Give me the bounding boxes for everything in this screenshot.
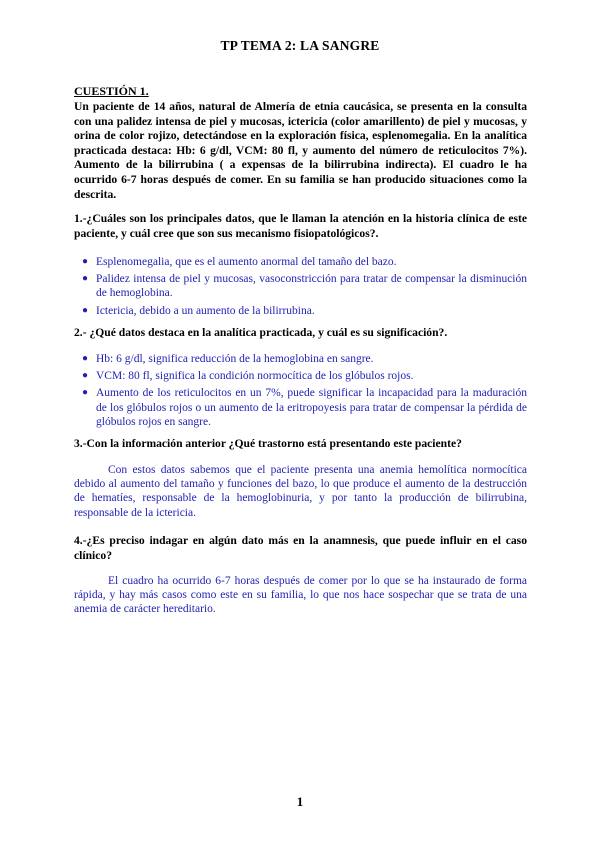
- question-4: 4.-¿Es preciso indagar en algún dato más en la anamnesis, que puede influir en el caso clínico?: [74, 534, 527, 562]
- answer-2: [74, 352, 527, 432]
- bullet-icon: ●: [82, 353, 89, 364]
- answer-text: Esplenomegalia, que es el aumento anormal del tamaño del bazo.: [96, 256, 397, 268]
- answer-text: Aumento de los reticulocitos en un 7%, puede significar la incapacidad para la maduración de los glóbulos rojos o un aumento de la eritropoyesis para tratar de compensar la pérdida de glóbulos rojos en sangre.: [96, 387, 527, 428]
- answer-4: El cuadro ha ocurrido 6-7 horas después de comer por lo que se ha instaurado de forma rápida, y hay más casos como este en su familia, lo que nos hace sospechar que se trata de una anemia de carácter hereditario.: [74, 575, 527, 616]
- answer-text: Palidez intensa de piel y mucosas, vasoconstricción para tratar de compensar la disminución de hemoglobina.: [96, 273, 527, 300]
- answer-1: [74, 255, 527, 321]
- list-item: [74, 386, 527, 429]
- bullet-icon: ●: [82, 387, 89, 399]
- answer-3: Con estos datos sabemos que el paciente presenta una anemia hemolítica normocítica debido al aumento del tamaño y funciones del bazo, lo que produce el aumento de la destrucción de hematíes, responsable de la hemoglobinuria, y por tanto la producción de bilirrubina, responsable de la ictericia.: [74, 464, 527, 519]
- case-heading: CUESTIÓN 1.: [74, 84, 149, 98]
- question-2: 2.- ¿Qué datos destaca en la analítica practicada, y cuál es su significación?.: [74, 326, 448, 339]
- bullet-icon: ●: [82, 370, 89, 382]
- question-1: 1.-¿Cuáles son los principales datos, que le llaman la atención en la historia clínica de este paciente, y cuál cree que son sus mecanismo fisiopatológicos?.: [74, 212, 527, 240]
- answer-text: Hb: 6 g/dl, significa reducción de la hemoglobina en sangre.: [96, 353, 374, 365]
- answer-text: Ictericia, debido a un aumento de la bilirrubina.: [96, 304, 315, 317]
- list-item: [74, 272, 527, 300]
- bullet-icon: ●: [82, 273, 89, 285]
- answer-text: VCM: 80 fl, significa la condición normocítica de los glóbulos rojos.: [96, 370, 414, 383]
- bullet-icon: ●: [82, 304, 89, 316]
- list-item: [74, 369, 527, 383]
- bullet-icon: ●: [82, 256, 89, 267]
- question-3: 3.-Con la información anterior ¿Qué trastorno está presentando este paciente?: [74, 437, 462, 450]
- page-number: 1: [296, 794, 304, 809]
- list-item: [74, 352, 527, 366]
- list-item: [74, 255, 527, 269]
- page-title: TP TEMA 2: LA SANGRE: [220, 38, 380, 53]
- case-description: Un paciente de 14 años, natural de Almería de etnia caucásica, se presenta en la consulta con una palidez intensa de piel y mucosas, ictericia (color amarillento) de piel y mucosas, y orina de color rojizo, detectándose en la exploración física, esplenomegalia. En la analítica practicada destaca: Hb: 6 g/dl, VCM: 80 fl, y aumento del número de reticulocitos 7%). Aumento de la bilirrubina ( a expensas de la bilirrubina indirecta). El cuadro le ha ocurrido 6-7 horas después de comer. En su familia se han producido situaciones como la descrita.: [74, 100, 527, 201]
- list-item: [74, 304, 527, 318]
